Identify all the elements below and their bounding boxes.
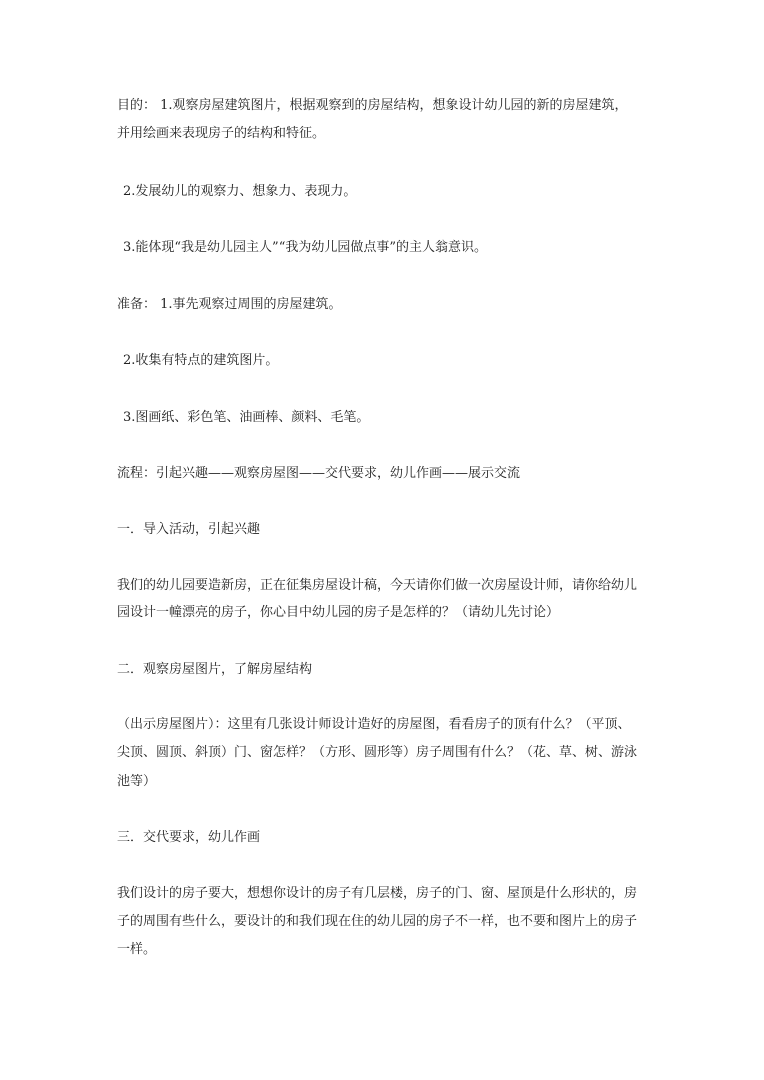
section-1-paragraph-line-1: 我们的幼儿园要造新房，正在征集房屋设计稿，今天请你们做一次房屋设计师，请你给幼儿 bbox=[117, 578, 638, 593]
section-2-heading: 二．观察房屋图片，了解房屋结构 bbox=[117, 662, 313, 677]
section-2-paragraph-line-3: 池等） bbox=[117, 774, 157, 789]
goal-item-2: 2.发展幼儿的观察力、想象力、表现力。 bbox=[123, 184, 357, 199]
flow-line: 流程：引起兴趣——观察房屋图——交代要求，幼儿作画——展示交流 bbox=[117, 466, 521, 481]
section-2-paragraph-line-1: （出示房屋图片）：这里有几张设计师设计造好的房屋图，看看房子的顶有什么？（平顶、 bbox=[117, 717, 631, 732]
section-3-paragraph-line-3: 一样。 bbox=[117, 942, 157, 957]
prep-item-2: 2.收集有特点的建筑图片。 bbox=[123, 353, 279, 368]
goal-line-1: 目的： 1.观察房屋建筑图片，根据观察到的房屋结构，想象设计幼儿园的新的房屋建筑， bbox=[117, 98, 628, 113]
section-3-heading: 三．交代要求，幼儿作画 bbox=[117, 830, 261, 845]
goal-line-2: 并用绘画来表现房子的结构和特征。 bbox=[117, 126, 326, 141]
goal-item-3: 3.能体现“我是幼儿园主人”“我为幼儿园做点事”的主人翁意识。 bbox=[123, 240, 487, 255]
section-1-paragraph-line-2: 园设计一幢漂亮的房子，你心目中幼儿园的房子是怎样的？（请幼儿先讨论） bbox=[117, 605, 560, 620]
prep-item-3: 3.图画纸、彩色笔、油画棒、颜料、毛笔。 bbox=[123, 410, 370, 425]
section-3-paragraph-line-1: 我们设计的房子要大，想想你设计的房子有几层楼，房子的门、窗、屋顶是什么形状的，房 bbox=[117, 886, 638, 901]
section-1-heading: 一．导入活动，引起兴趣 bbox=[117, 522, 261, 537]
section-2-paragraph-line-2: 尖顶、圆顶、斜顶）门、窗怎样？（方形、圆形等）房子周围有什么？（花、草、树、游泳 bbox=[117, 745, 638, 760]
section-3-paragraph-line-2: 子的周围有些什么，要设计的和我们现在住的幼儿园的房子不一样，也不要和图片上的房子 bbox=[117, 914, 638, 929]
prep-item-1: 准备： 1.事先观察过周围的房屋建筑。 bbox=[117, 297, 342, 312]
